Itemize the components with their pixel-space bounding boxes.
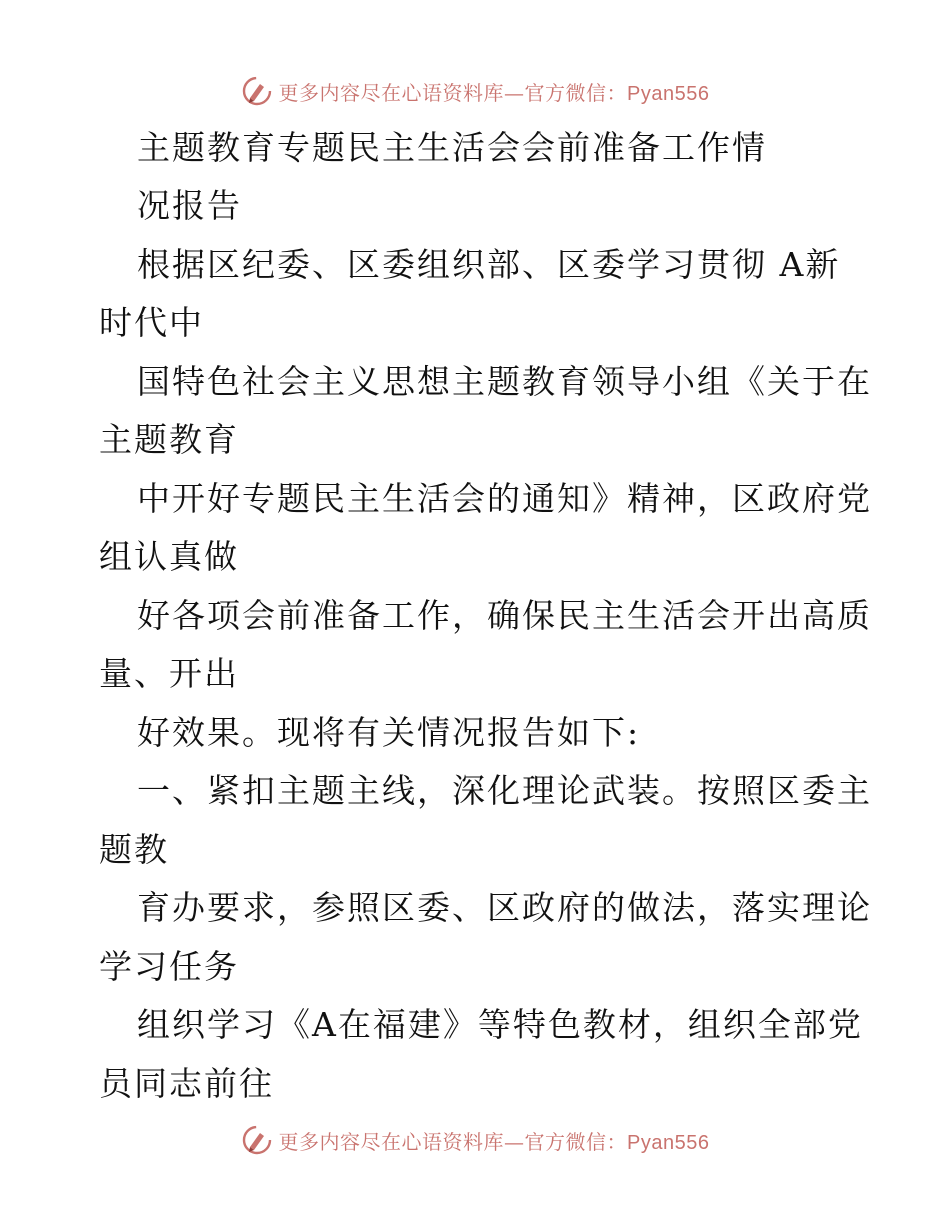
paragraph-line: 好各项会前准备工作，确保民主生活会开出高质 bbox=[137, 596, 872, 635]
paragraph-line: 时代中 bbox=[99, 303, 204, 342]
paragraph-line: 育办要求，参照区委、区政府的做法，落实理论 bbox=[137, 888, 872, 927]
watermark-text: 更多内容尽在心语资料库—官方微信：Pyan556 bbox=[278, 1129, 710, 1154]
pen-logo-icon bbox=[241, 1124, 273, 1156]
paragraph-line: 量、开出 bbox=[99, 654, 239, 693]
paragraph-line: 好效果。现将有关情况报告如下: bbox=[137, 713, 641, 752]
paragraph-line: 国特色社会主义思想主题教育领导小组《关于在 bbox=[137, 362, 872, 401]
pen-logo-icon bbox=[241, 75, 273, 107]
watermark-text: 更多内容尽在心语资料库—官方微信：Pyan556 bbox=[278, 80, 710, 105]
section-heading-line: 一、紧扣主题主线，深化理论武装。按照区委主 bbox=[137, 771, 872, 810]
paragraph-line: 根据区纪委、区委组织部、区委学习贯彻 A新 bbox=[137, 245, 841, 284]
paragraph-line: 员同志前往 bbox=[99, 1064, 274, 1103]
watermark-footer bbox=[0, 1120, 950, 1160]
paragraph-line: 组织学习《A在福建》等特色教材，组织全部党 bbox=[137, 1005, 863, 1044]
paragraph-line: 主题教育 bbox=[99, 420, 239, 459]
paragraph-line: 中开好专题民主生活会的通知》精神，区政府党 bbox=[137, 479, 872, 518]
paragraph-line: 题教 bbox=[99, 830, 169, 869]
title-line-2: 况报告 bbox=[137, 186, 242, 225]
paragraph-line: 学习任务 bbox=[99, 947, 239, 986]
paragraph-line: 组认真做 bbox=[99, 537, 239, 576]
watermark-header bbox=[0, 71, 950, 111]
title-line-1: 主题教育专题民主生活会会前准备工作情 bbox=[137, 128, 767, 167]
